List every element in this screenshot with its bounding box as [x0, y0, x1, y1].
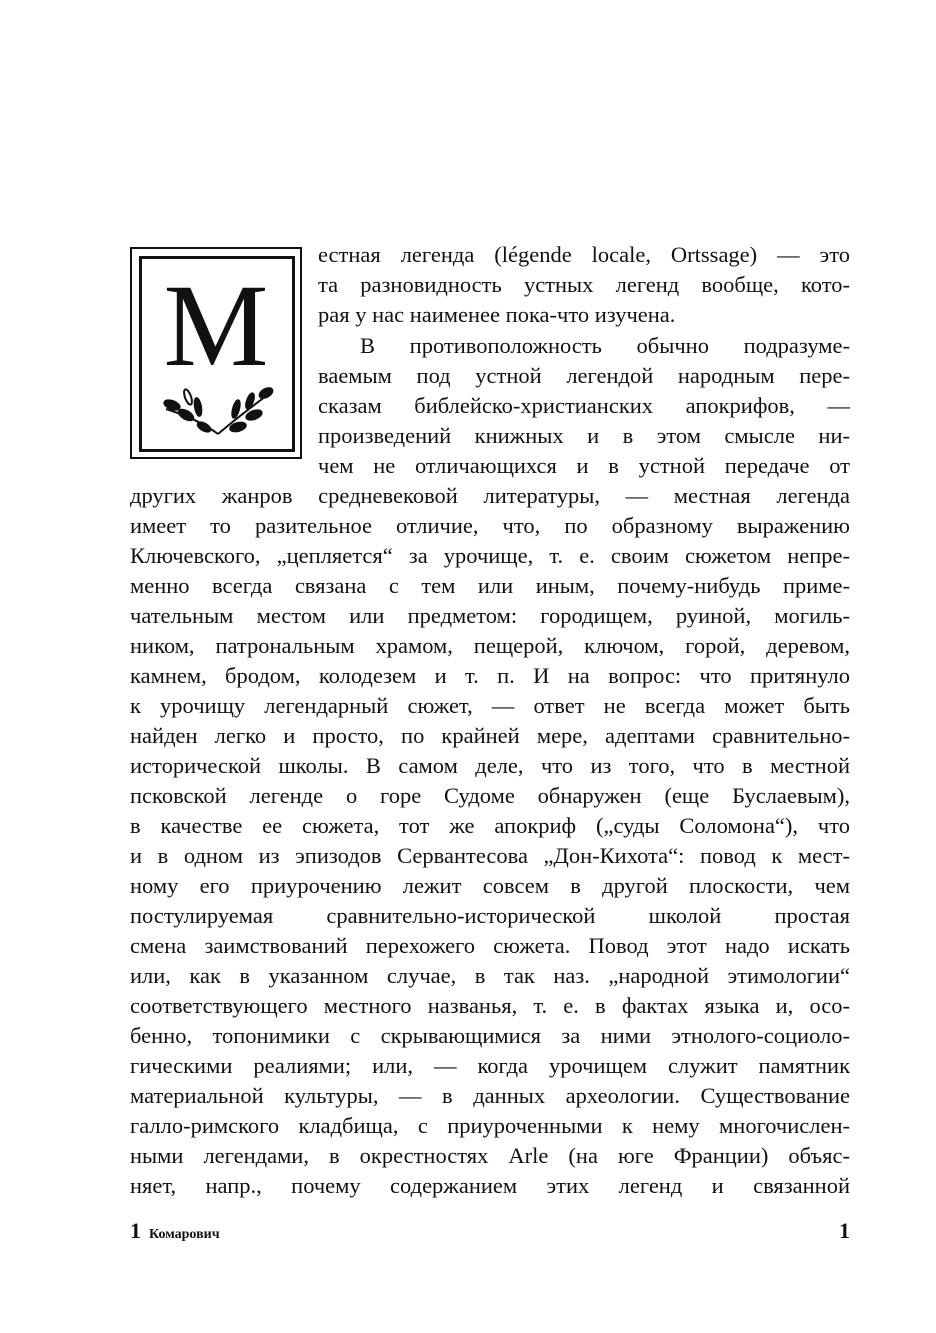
drop-cap-frame: [130, 247, 302, 459]
text-line: В противоположность обычно подразуме-: [360, 332, 850, 358]
text-line: ником, патрональным храмом, пещерой, ключом, горой, деревом,: [130, 633, 850, 658]
text-line: или, как в указанном случае, в так наз. „народной этимологии“: [130, 963, 850, 988]
text-line: в качестве ее сюжета, тот же апокриф („суды Соломона“), что: [130, 813, 850, 838]
signature-number: 1: [130, 1218, 141, 1243]
text-line: материальной культуры, — в данных археологии. Существование: [130, 1083, 850, 1108]
text-line: менно всегда связана с тем или иным, почему-нибудь приме-: [130, 573, 850, 598]
text-line: бенно, топонимики с скрывающимися за ними этнолого-социоло-: [130, 1023, 850, 1048]
text-line: произведений книжных и в этом смысле ни-: [318, 423, 850, 449]
text-line: чем не отличающихся и в устной передаче от: [318, 453, 850, 479]
text-line: исторической школы. В самом деле, что из того, что в местной: [130, 753, 850, 778]
text-line: ными легендами, в окрестностях Arle (на юге Франции) объяс-: [130, 1143, 850, 1168]
text-line: Ключевского, „цепляется“ за урочище, т. е. своим сюжетом непре-: [130, 543, 850, 568]
text-line: гическими реалиями; или, — когда урочищем служит памятник: [130, 1053, 850, 1078]
text-line: сказам библейско-христианских апокрифов, —: [318, 393, 850, 418]
text-line: та разновидность устных легенд вообще, кото-: [318, 272, 850, 298]
text-line: постулируемая сравнительно-исторической школой простая: [130, 903, 850, 928]
text-line: ваемым под устной легендой народным пере-: [318, 362, 850, 388]
text-line: соответствующего местного названья, т. е. в фактах языка и, осо-: [130, 993, 850, 1018]
text-line: найден легко и просто, по крайней мере, адептами сравнительно-: [130, 723, 850, 748]
text-line: чательным местом или предметом: городищем, руиной, могиль-: [130, 603, 850, 628]
text-line: псковской легенде о горе Судоме обнаружен (еще Буслаевым),: [130, 783, 850, 808]
laurel-branch-icon: [158, 379, 278, 439]
text-line: камнем, бродом, колодезем и т. п. И на вопрос: что притянуло: [130, 663, 850, 688]
text-line: смена заимствований перехожего сюжета. Повод этот надо искать: [130, 933, 850, 958]
signature-name: Комарович: [149, 1227, 220, 1242]
text-line: ному его приурочению лежит совсем в другой плоскости, чем: [130, 873, 850, 898]
drop-cap-letter: M: [163, 260, 269, 391]
text-line: естная легенда (légende locale, Ortssage) — это: [318, 242, 850, 267]
footer-signature: [130, 1218, 220, 1244]
text-line: рая у нас наименее пока-что изучена.: [318, 302, 676, 328]
text-line: галло-римского кладбища, с приуроченными к нему многочислен-: [130, 1113, 850, 1138]
text-line: и в одном из эпизодов Сервантесова „Дон-Кихота“: повод к мест-: [130, 843, 850, 868]
text-line: других жанров средневековой литературы, — местная легенда: [130, 483, 850, 508]
text-line: к урочищу легендарный сюжет, — ответ не всегда может быть: [130, 693, 850, 718]
page-number: 1: [839, 1218, 850, 1243]
text-line: няет, напр., почему содержанием этих легенд и связанной: [130, 1173, 850, 1198]
text-line: имеет то разительное отличие, что, по образному выражению: [130, 513, 850, 538]
